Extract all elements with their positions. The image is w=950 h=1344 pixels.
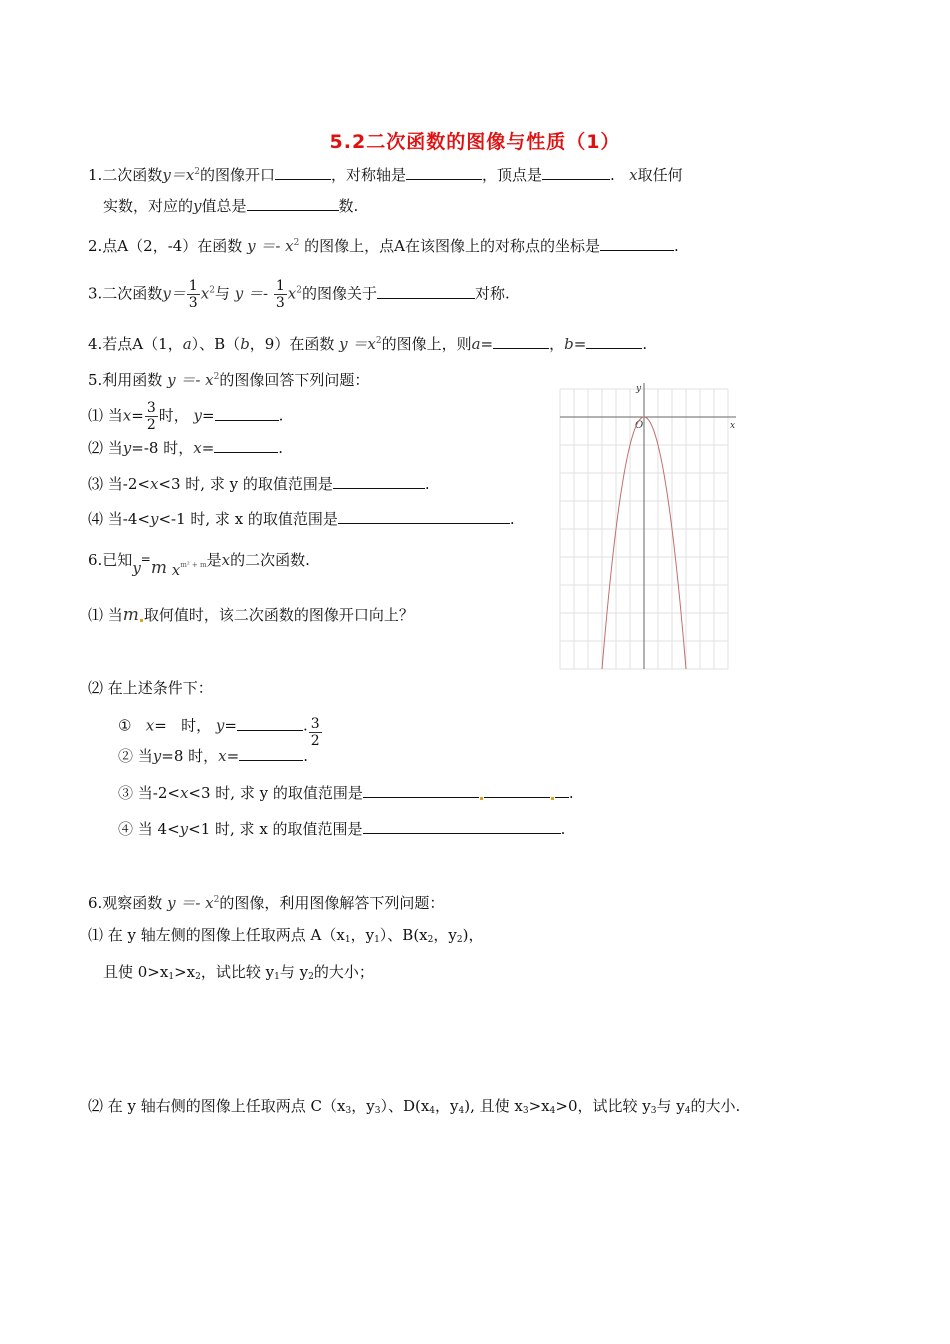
q4-var-b: b (564, 335, 574, 353)
q3-equation: y ＝- (234, 284, 269, 303)
q4-text: ）、B（ (191, 335, 241, 353)
question-1-line-2 (103, 196, 358, 216)
question-5-part-1: ⑴ 当x= $\frac{3}{2}$ 时， y= . (88, 400, 284, 433)
answer-blank[interactable] (586, 334, 642, 349)
q4-text: ，9）在函数 (249, 335, 335, 353)
q1-text: 值总是 (201, 197, 247, 215)
q5-text: 的图像回答下列问题： (219, 371, 370, 389)
origin-label: O (635, 420, 644, 431)
q3-var-x: x (200, 284, 210, 303)
q4-var-a: a (182, 335, 192, 353)
answer-blank[interactable] (406, 165, 482, 180)
q5-text: 5.利用函数 (88, 371, 163, 389)
question-7-part-1-line-2: 且使 $0>x_1>x_2$，试比较 $y_1$与 $y_2$的大小； (103, 963, 374, 982)
y-axis-label: y (636, 384, 642, 394)
fraction: $\frac{3}{2}$ (146, 400, 156, 433)
q1-text: 的图像开口 (199, 166, 275, 184)
answer-blank[interactable] (333, 474, 425, 489)
answer-blank[interactable] (377, 284, 475, 299)
question-5-part-4: ⑷ 当-4<y<-1 时, 求 x 的取值范围是 . (88, 510, 515, 528)
answer-blank[interactable] (338, 509, 510, 524)
q2-text: . (674, 237, 679, 255)
answer-blank[interactable] (215, 406, 279, 421)
q3-text: 对称. (474, 284, 510, 303)
q2-exponent: 2 (293, 238, 300, 248)
q1-text: ，顶点是 (482, 166, 543, 184)
question-6-part-1: ⑴ 当m 取何值时，该二次函数的图像开口向上？ (88, 605, 414, 625)
q1-equation: y＝x (162, 166, 195, 184)
question-4: 4.若点A（1，a）、B（b，9）在函数 $y =x^2$的图像上，则a= ，b= . (88, 335, 648, 353)
question-2 (88, 233, 679, 256)
question-5: 5.利用函数 $y =- x^2$的图像回答下列问题： (88, 371, 370, 389)
q2-equation: y ＝- x (247, 237, 294, 255)
question-5-part-2: ⑵ 当y=-8 时，x= . (88, 439, 284, 457)
answer-blank[interactable] (363, 819, 561, 834)
question-5-part-3: ⑶ 当-2<x<3 时, 求 y 的取值范围是 . (88, 475, 430, 493)
q3-text: 的图像关于 (301, 284, 377, 303)
q2-text: 2.点A（2，-4）在函数 (88, 237, 243, 255)
fraction: $\frac{3}{2}$ (310, 716, 320, 749)
q4-equation: y ＝x (339, 335, 376, 353)
q1-text: 取任何 (637, 166, 683, 184)
parabola-graph (556, 383, 740, 673)
answer-blank[interactable] (493, 334, 549, 349)
fraction: $\frac{1}{3}$ (188, 278, 198, 311)
question-6-sub-4: ④ 当 4<y<1 时, 求 x 的取值范围是 . (118, 820, 566, 838)
answer-blank[interactable] (484, 783, 550, 798)
question-6-sub-2: ② 当y=8 时，x= . (118, 747, 308, 765)
q1-text: 实数，对应的 (103, 197, 194, 215)
answer-blank[interactable] (542, 165, 610, 180)
q1-exponent: 2 (194, 167, 200, 177)
q3-var-x: x (287, 284, 297, 303)
page-title: 5.2二次函数的图像与性质（1） (329, 131, 621, 153)
q4-text: 的图像上，则 (381, 335, 472, 353)
answer-blank[interactable] (555, 783, 569, 798)
fraction: $\frac{1}{3}$ (275, 278, 285, 311)
q1-text: . (610, 166, 615, 184)
answer-blank[interactable] (239, 746, 303, 761)
q2-text: 的图像上，点A在该图像上的对称点的坐标是 (304, 237, 600, 255)
q3-equation: y＝ (162, 284, 186, 303)
question-6-sub-3: ③ 当-2<x<3 时, 求 y 的取值范围是 . (118, 784, 574, 802)
q3-text: 与 (214, 284, 230, 303)
question-7-part-1: ⑴ 在 y 轴左侧的图像上任取两点 $A(x_1$，$y_1$）、$B(x_2$，$y_2$)， (88, 926, 484, 945)
q4-var-b: b (240, 335, 250, 353)
q4-text: 4.若点A（1， (88, 335, 183, 353)
answer-blank[interactable] (363, 783, 479, 798)
q1-text: 数. (338, 197, 359, 215)
q1-text: ，对称轴是 (331, 166, 407, 184)
answer-blank[interactable] (214, 438, 278, 453)
x-axis-label: x (730, 421, 736, 431)
q1-var-x: x (629, 166, 638, 184)
question-7: 6.观察函数 $y =- x^2$的图像，利用图像解答下列问题： (88, 894, 445, 912)
question-6: 6.已知y=m xm² + m是x的二次函数. (88, 551, 310, 579)
answer-blank[interactable] (275, 165, 331, 180)
answer-blank[interactable] (237, 716, 303, 731)
question-1-line-1 (88, 162, 683, 185)
q1-var-y: y (193, 197, 202, 215)
question-6-part-2: ⑵ 在上述条件下： (88, 679, 213, 697)
q3-text: 3.二次函数 (88, 284, 163, 303)
answer-blank[interactable] (247, 196, 339, 211)
q1-text: 1.二次函数 (88, 166, 163, 184)
q5-equation: y ＝- x (167, 371, 214, 389)
answer-blank[interactable] (600, 236, 674, 251)
question-6-sub-1: ① x= 时， y= . $\frac{3}{2}$ (118, 716, 320, 749)
question-3: 3.二次函数y＝ $\frac{1}{3}$ $x^2$与 y ＝- $\frac{1}{3}$ $x^2$的图像关于 对称. (88, 278, 510, 311)
question-7-part-2: ⑵ 在 y 轴右侧的图像上任取两点 $C(x_3$，$y_3$）、$D(x_4$，$y_4$), 且使 $x_3>x_4>0$，试比较 $y_3$与 $y_4$的大小. (88, 1097, 741, 1116)
q4-var-a: a (471, 335, 481, 353)
